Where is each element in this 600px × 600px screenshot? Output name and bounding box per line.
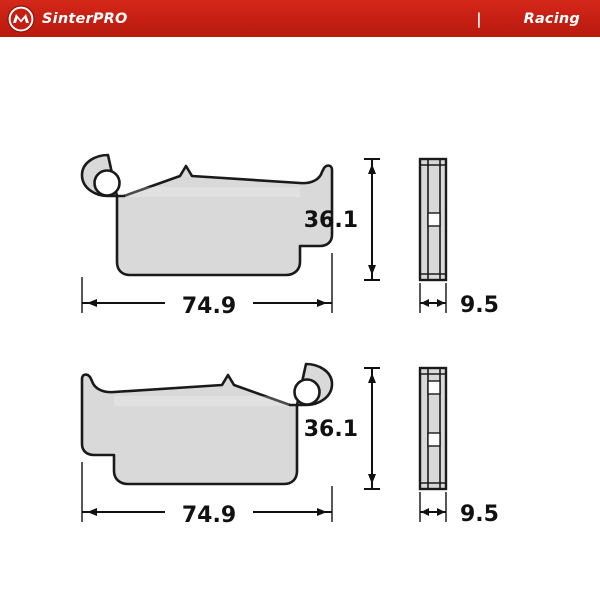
drawing-canvas <box>0 37 600 600</box>
brake-pad-side-view <box>420 159 446 280</box>
width-dimension-label: 74.9 <box>181 294 237 319</box>
mounting-hole <box>295 380 320 405</box>
width-dimension-label: 74.9 <box>181 503 237 528</box>
height-dimension-label: 36.1 <box>303 417 358 442</box>
thickness-dimension-label: 9.5 <box>460 293 499 318</box>
mounting-hole <box>95 171 120 196</box>
height-dimension-upper <box>304 159 380 280</box>
technical-drawing-svg <box>0 37 600 600</box>
header-category: Racing <box>523 10 580 27</box>
thickness-dimension-label: 9.5 <box>460 502 499 527</box>
brake-pad-side-view <box>420 368 446 489</box>
brake-pad-front-view <box>82 155 332 275</box>
thickness-dimension-upper <box>420 283 499 318</box>
upper-brake-pad <box>82 155 499 319</box>
header-bar <box>0 0 600 37</box>
thickness-dimension-lower <box>420 492 499 527</box>
moto-master-logo-icon <box>6 4 36 34</box>
brand-name: SinterPRO <box>42 10 128 27</box>
brake-pad-front-view <box>82 364 332 484</box>
header-divider: | <box>476 9 482 28</box>
height-dimension-label: 36.1 <box>303 208 358 233</box>
lower-brake-pad <box>82 364 499 528</box>
